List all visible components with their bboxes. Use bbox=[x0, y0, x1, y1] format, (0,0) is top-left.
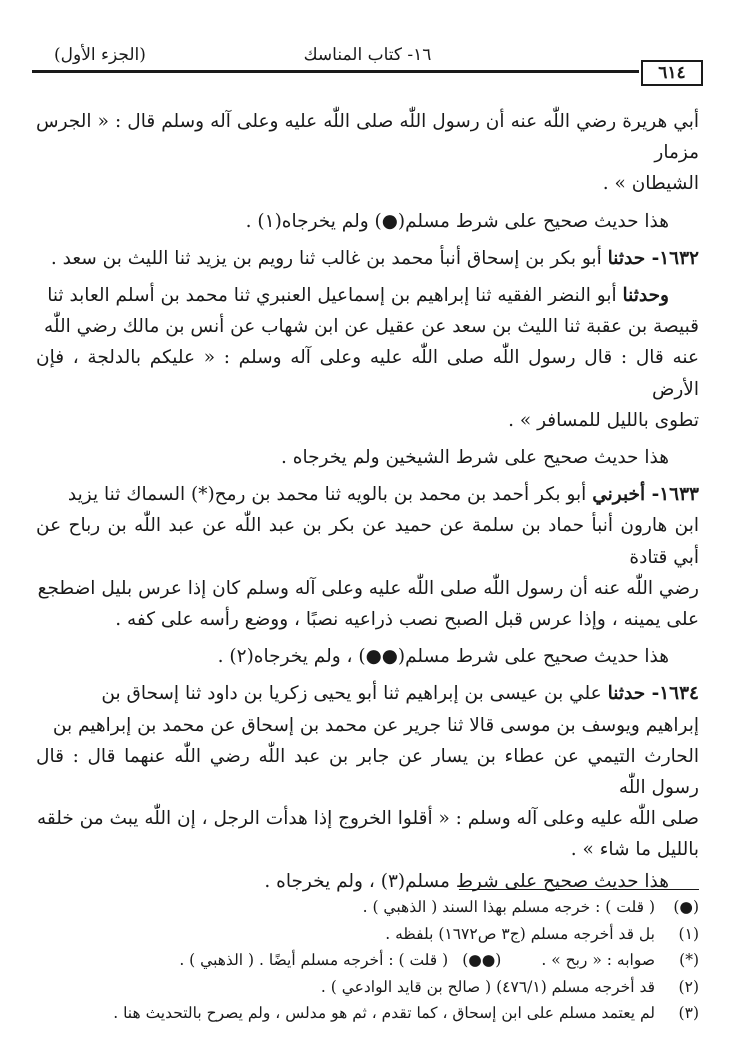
footnote-mark: (١) bbox=[678, 924, 699, 943]
main-text bbox=[36, 106, 699, 897]
footnote-mark: (٢) bbox=[678, 977, 699, 996]
hadith-text: أبو بكر بن إسحاق أنبأ محمد بن غالب ثنا رويم بن يزيد ثنا الليث بن سعد . bbox=[50, 247, 602, 269]
text-line: على يمينه ، وإذا عرس قبل الصبح نصب ذراعيه نصبًا ، ووضع رأسه على كفه . bbox=[115, 609, 699, 631]
volume-label: (الجزء الأول) bbox=[54, 45, 146, 65]
hadith-number: ١٦٣٢- حدثنا bbox=[607, 247, 699, 269]
text-line: تطوى بالليل للمسافر » . bbox=[508, 409, 699, 431]
header-rule bbox=[32, 70, 639, 73]
footnote bbox=[36, 1000, 699, 1027]
text-line: رضي اللّٰه عنه أن رسول اللّٰه صلى اللّٰه عليه وعلى آله وسلم كان إذا عرس بليل اضطجع bbox=[37, 577, 699, 599]
footnote-text: لم يعتمد مسلم على ابن إسحاق ، كما تقدم ، ثم هو مدلس ، ولم يصرح بالتحديث هنا . bbox=[113, 1004, 655, 1022]
footnote-spacer bbox=[501, 947, 541, 974]
chain-lead: وحدثنا bbox=[622, 285, 669, 307]
text-line: عنه قال : قال رسول اللّٰه صلى اللّٰه عليه وعلى آله وسلم : « عليكم بالدلجة ، فإن الأرض bbox=[36, 347, 699, 400]
grading-note: هذا حديث صحيح على شرط مسلم(●) ولم يخرجاه(١) . bbox=[245, 210, 669, 232]
footnote-text: ( قلت ) : أخرجه مسلم أيضًا . ( الذهبي ) . bbox=[179, 951, 449, 969]
hadith-text: علي بن عيسى بن إبراهيم ثنا أبو يحيى زكريا بن داود ثنا إسحاق بن bbox=[101, 683, 602, 705]
text-line: بالليل ما شاء » . bbox=[570, 839, 699, 861]
text-line: قبيصة بن عقبة ثنا الليث بن سعد عن عقيل عن ابن شهاب عن أنس بن مالك رضي اللّٰه bbox=[43, 316, 699, 338]
footnote-text: بل قد أخرجه مسلم (ج٣ ص١٦٧٢) بلفظه . bbox=[385, 924, 655, 943]
hadith-1632 bbox=[36, 243, 699, 274]
text-line: الشيطان » . bbox=[602, 173, 699, 195]
text-line: ابن هارون أنبأ حماد بن سلمة عن حميد عن بكر بن عبد اللّٰه عن عبد اللّٰه بن رباح عن أبي قتادة bbox=[36, 515, 699, 568]
chain-line bbox=[36, 280, 699, 311]
footnotes bbox=[36, 894, 699, 1027]
chapter-title: ١٦- كتاب المناسك bbox=[303, 45, 432, 65]
footnote-mark: (٣) bbox=[678, 1004, 699, 1022]
footnote-spacer bbox=[448, 947, 462, 974]
footnote-text: صوابه : « ربح » . bbox=[541, 951, 655, 969]
page-number: ٦١٤ bbox=[641, 60, 703, 86]
hadith-number: ١٦٣٤- حدثنا bbox=[607, 683, 699, 705]
footnote-mark: (●) bbox=[673, 898, 699, 916]
footnote-text: ( قلت ) : خرجه مسلم بهذا السند ( الذهبي ) . bbox=[362, 898, 655, 916]
grading-note: هذا حديث صحيح على شرط الشيخين ولم يخرجاه . bbox=[281, 447, 669, 469]
footnote-mark: (*) bbox=[679, 951, 699, 969]
hadith-1634 bbox=[36, 678, 699, 709]
hadith-number: ١٦٣٣- أخبرني bbox=[592, 484, 699, 506]
footnote-rule bbox=[459, 889, 699, 890]
footnote bbox=[36, 921, 699, 948]
footnote bbox=[36, 974, 699, 1001]
footnote-text: قد أخرجه مسلم (٤٧٦/١) ( صالح بن قايد الوادعي ) . bbox=[320, 977, 655, 996]
text-line: الحارث التيمي عن عطاء بن يسار عن جابر بن عبد اللّٰه رضي اللّٰه عنهما قال : قال رسول اللّٰه bbox=[36, 745, 699, 799]
text-line: أبي هريرة رضي اللّٰه عنه أن رسول اللّٰه صلى اللّٰه عليه وعلى آله وسلم قال : « الجرس مزمار bbox=[36, 111, 699, 164]
hadith-text: أبو بكر أحمد بن محمد بن بالويه ثنا محمد بن رمح(*) السماك ثنا يزيد bbox=[67, 484, 587, 506]
footnote bbox=[36, 947, 699, 974]
hadith-1633 bbox=[36, 479, 699, 510]
text-line: إبراهيم ويوسف بن موسى قالا ثنا جرير عن محمد بن إسحاق عن محمد بن إبراهيم بن bbox=[52, 714, 699, 736]
grading-note: هذا حديث صحيح على شرط مسلم(●●) ، ولم يخرجاه(٢) . bbox=[217, 646, 669, 668]
grading-note: هذا حديث صحيح على شرط مسلم(٣) ، ولم يخرجاه . bbox=[264, 870, 669, 892]
running-header bbox=[36, 42, 699, 68]
footnote bbox=[36, 894, 699, 921]
chain-text: أبو النضر الفقيه ثنا إبراهيم بن إسماعيل العنبري ثنا محمد بن أسلم العابد ثنا bbox=[47, 285, 617, 307]
text-line: صلى اللّٰه عليه وعلى آله وسلم : « أقلوا الخروج إذا هدأت الرجل ، إن اللّٰه يبث من خلقه bbox=[36, 808, 699, 830]
footnote-mark: (●●) bbox=[462, 951, 502, 969]
